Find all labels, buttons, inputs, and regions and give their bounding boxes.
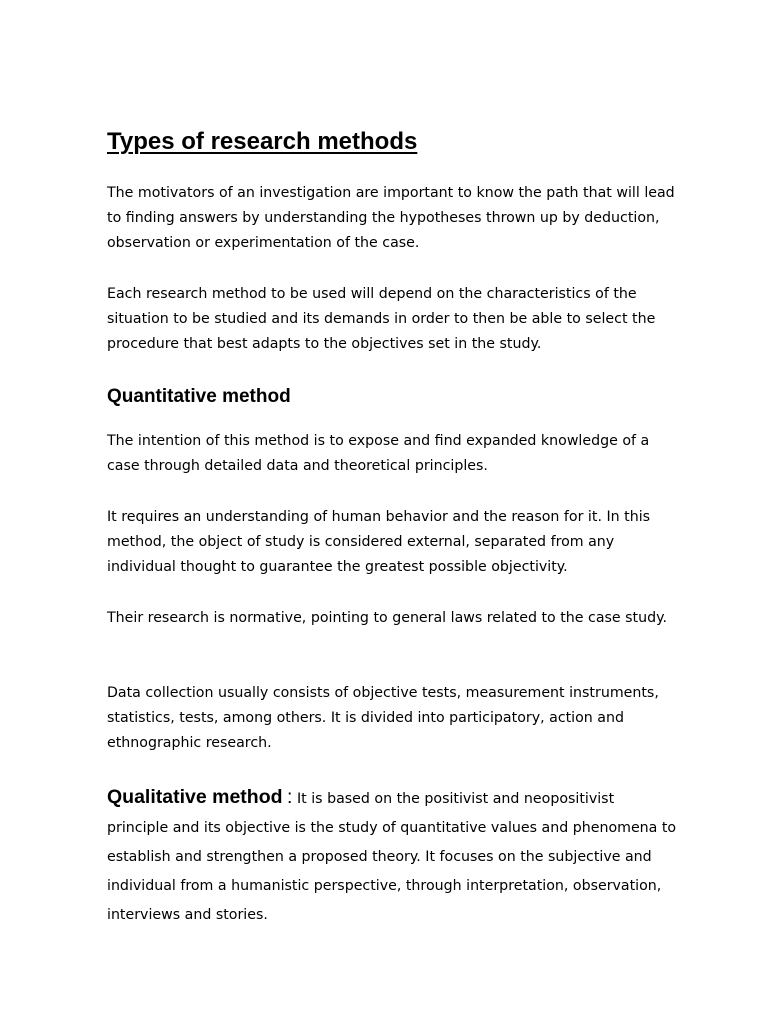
quantitative-paragraph-1: The intention of this method is to expose and find expanded knowledge of a case through detailed data and theoretical principles.	[107, 433, 650, 474]
qualitative-heading: Qualitative method	[107, 786, 283, 808]
intro-paragraph-1: The motivators of an investigation are important to know the path that will lead to finding answers by understanding the hypotheses thrown up by deduction, observation or experimentation of the case.	[107, 185, 675, 251]
quantitative-paragraph-3: Their research is normative, pointing to general laws related to the case study.	[107, 610, 667, 626]
qualitative-separator: :	[287, 786, 293, 808]
qualitative-section	[107, 783, 677, 930]
document-title: Types of research methods	[107, 128, 418, 155]
quantitative-paragraph-4: Data collection usually consists of objective tests, measurement instruments, statistics, tests, among others. It is divided into participatory, action and ethnographic research.	[107, 685, 659, 751]
quantitative-paragraph-2: It requires an understanding of human behavior and the reason for it. In this method, the object of study is considered external, separated from any individual thought to guarantee the greatest possible objectivity.	[107, 509, 651, 575]
qualitative-text: It is based on the positivist and neopositivist principle and its objective is the study of quantitative values and phenomena to establish and strengthen a proposed theory. It focuses on the subjective and individual from a humanistic perspective, through interpretation, observation, interviews and stories.	[107, 791, 677, 923]
intro-paragraph-2: Each research method to be used will depend on the characteristics of the situation to be studied and its demands in order to then be able to select the procedure that best adapts to the objectives set in the study.	[107, 286, 656, 352]
quantitative-heading: Quantitative method	[107, 386, 291, 407]
